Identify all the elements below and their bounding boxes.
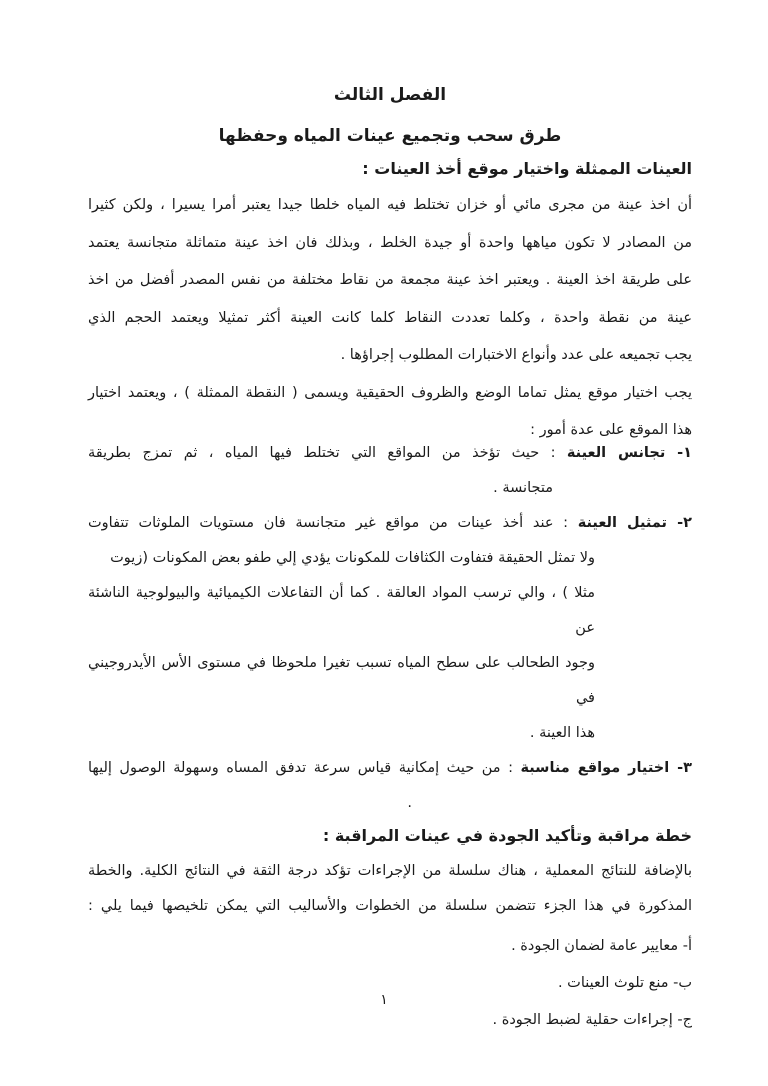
paragraph-line: المذكورة في هذا الجزء تتضمن سلسلة من الخطوات والأساليب التي يمكن تلخيصها فيما يلي :: [88, 897, 692, 914]
paragraph-line: يجب اختيار موقع يمثل تماما الوضع والظروف الحقيقية ويسمى ( النقطة الممثلة ) ، ويعتمد اختيار: [88, 384, 692, 401]
paragraph-line: بالإضافة للنتائج المعملية ، هناك سلسلة من الإجراءات تؤكد درجة الثقة في النتائج الكلية. والخطة: [88, 862, 692, 879]
paragraph-line: على طريقة اخذ العينة . ويعتبر اخذ عينة مجمعة من نقاط مختلفة من نفس المصدر أفضل من اخذ: [88, 272, 692, 288]
list-item-text: : من حيث إمكانية قياس سرعة تدفق المساه وسهولة الوصول إليها: [88, 759, 521, 776]
list-item-2: [88, 506, 692, 751]
paragraph-line: هذا الموقع على عدة أمور :: [530, 422, 692, 438]
list-item-first-line: [88, 506, 692, 541]
paragraph-line: أن اخذ عينة من مجرى مائي أو خزان تختلط فيه المياه خلطا جيدا يعتبر أمرا يسيرا ، ولكن كثيرا: [88, 197, 692, 213]
list-item-label: ٢- تمثيل العينة: [577, 514, 692, 531]
list-item-first-line: [88, 436, 692, 471]
list-item-text: : عند أخذ عينات من مواقع غير متجانسة فان مستويات الملوثات تتفاوت: [88, 514, 578, 531]
paragraph-line: يجب تجميعه على عدد وأنواع الاختبارات المطلوب إجراؤها .: [340, 347, 692, 363]
list-item-first-line: [88, 751, 692, 786]
paragraph-1: [88, 187, 692, 375]
lettered-item: ب- منع تلوث العينات .: [557, 974, 692, 991]
paragraph-line: عينة من نقطة واحدة ، وكلما تعددت النقاط كلما كانت العينة أكثر تمثيلا ويعتمد الحجم الذي: [88, 309, 692, 326]
list-item-continuation: مثلا ) ، والي ترسب المواد العالقة . كما أن التفاعلات الكيميائية والبيولوجية الناشئة عن: [88, 584, 595, 636]
lettered-item: أ- معايير عامة لضمان الجودة .: [511, 937, 692, 954]
list-item-continuation: متجانسة .: [493, 479, 553, 496]
lettered-list: [88, 928, 692, 1039]
list-item-continuation: ولا تمثل الحقيقة فتفاوت الكثافات للمكونات يؤدي إلي طفو بعض المكونات (زيوت: [110, 549, 595, 566]
section1-heading: العينات الممثلة واختيار موقع أخذ العينات :: [362, 159, 692, 178]
paragraph-line: من المصادر لا تكون مياهها واحدة أو جيدة الخلط ، وبذلك فان اخذ عينة متماثلة متجانسة يعتمد: [88, 234, 692, 251]
list-item-continuation: وجود الطحالب على سطح المياه تسبب تغيرا ملحوظا في مستوى الأس الأيدروجيني في: [88, 654, 595, 706]
list-item-3: [88, 751, 692, 821]
lettered-item: ج- إجراءات حقلية لضبط الجودة .: [492, 1011, 692, 1028]
quality-paragraph: [88, 854, 692, 924]
list-item-label: ٣- اختيار مواقع مناسبة: [520, 759, 692, 776]
list-item-continuation: هذا العينة .: [529, 724, 595, 741]
list-item-1: [88, 436, 692, 506]
chapter-subtitle: طرق سحب وتجميع عينات المياه وحفظها: [218, 126, 562, 146]
page-number: ١: [380, 992, 388, 1008]
list-item-text: : حيث تؤخذ من المواقع التي تختلط فيها المياه ، ثم تمزج بطريقة: [88, 444, 567, 461]
numbered-list: [88, 436, 692, 821]
chapter-title: الفصل الثالث: [333, 85, 447, 105]
list-item-label: ١- تجانس العينة: [566, 444, 692, 461]
section2-heading: خطة مراقبة وتأكيد الجودة في عينات المراقبة :: [322, 825, 692, 845]
list-item-continuation: .: [407, 794, 412, 811]
